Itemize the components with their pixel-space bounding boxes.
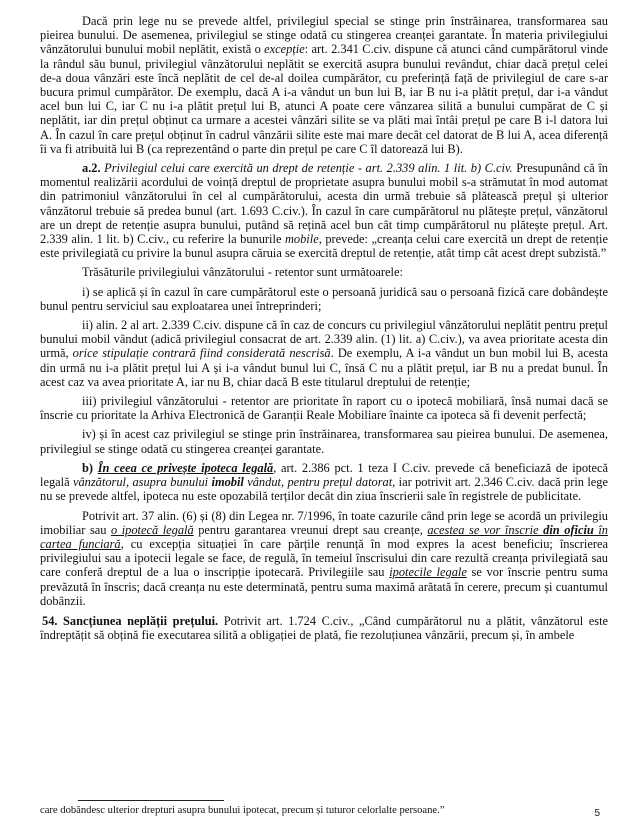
text-run: vândut, pentru prețul datorat,	[243, 475, 396, 490]
text-run: orice stipulație contrară fiind considerată nescrisă	[72, 346, 331, 361]
text-run: Trăsăturile privilegiului vânzătorului - retentor sunt următoarele:	[82, 265, 403, 280]
text-run: Presupunând că în momentul realizării acordului de voință dreptul de proprietate asupra bunului mobil s-a strămutat în mod automat din patrimoniul vânzătorului în cel al cumpărătorului, acesta din urmă trebuie să plătească prețul și ulterior vânzătorul trebuie să predea bunul (art. 1.693 C.civ.). În cazul în care cumpărătorul nu plătește prețul, vânzătorul are un drept de retenție asupra bunului, putând să rețină acel bun cât timp cumpărătorul nu plătește prețul. Art. 2.339 alin. 1 lit. b) C.civ., cu referire la bunurile	[40, 161, 609, 247]
paragraph-trasatura-iii	[40, 394, 608, 422]
footnote-text: care dobândesc ulterior drepturi asupra bunului ipotecat, precum și tuturor celorlalte persoane.”	[40, 805, 445, 816]
text-run: 54. Sancțiunea neplății prețului.	[42, 613, 219, 628]
text-run: vânzătorul, asupra bunului	[72, 475, 212, 490]
paragraph-54-sanctiunea	[40, 614, 608, 642]
text-run: Potrivit art. 37 alin. (6) și (8) din Legea nr. 7/1996, în toate cazurile când prin lege se acordă un privilegiu imobiliar sau	[40, 508, 608, 537]
text-run: : art. 2.341 C.civ. dispune că atunci când cumpărătorul vinde la rândul său bunul, privilegiul vânzătorului neplătit se exercită asupra bunului revândut, chiar dacă prețul celei de-a doua vânzări este încă neplătit de cel de-al doilea cumpărător, cu preferință față de privilegiul de care s-ar bucura primul cumpărător. De exemplu, dacă A i-a vândut un bun lui B, iar B nu i-a plătit prețul, dar i-a vândut acel bun lui C, iar C nu i-a plătit prețul lui B, atunci A poate cere vânzarea silită a bunului cumpărat de C și neplătit, iar din prețul obținut ca urmare a acestei vânzări silite se va plăti mai întâi prețul pe care B i-l datora lui A. În cazul în care prețul obținut în cadrul vânzării silite este mai mare decât cel datorat de B lui A, acea diferență îi va fi atribuită lui B (ca reprezentând o parte din prețul pe care C îl datorează lui B).	[40, 42, 608, 156]
document-body	[40, 14, 608, 642]
paragraph-trasatura-i	[40, 285, 608, 313]
text-run: pentru garantarea vreunui drept sau creanțe,	[193, 522, 428, 537]
text-run: , prevede: „creanța celui care exercită un drept de retenție este privilegiată cu privire la bunul asupra căruia se exercită dreptul de retenție, atât timp cât acest drept subzistă.”	[40, 232, 608, 261]
text-run: ipotecile legale	[389, 565, 467, 580]
text-run: b)	[82, 460, 98, 475]
text-run: iii) privilegiul vânzătorului - retentor are prioritate în raport cu o ipotecă mobiliară, însă numai dacă se înscrie cu prioritate la Arhiva Electronică de Garanții Reale Mobiliare înainte ca ipoteca să fi devenit perfectă;	[40, 394, 608, 423]
page-number: 5	[594, 808, 600, 819]
text-run: mobile	[284, 232, 319, 247]
text-run: , art. 2.386 pct. 1 teza I C.civ. prevede că beneficiază de ipotecă legală	[40, 460, 608, 490]
text-run: i) se aplică și în cazul în care cumpărătorul este o persoană juridică sau o persoană fizică care dobândește bunul pentru serviciul sau exploatarea unei întreprinderi;	[40, 284, 608, 313]
text-run: o ipotecă legală	[111, 522, 194, 537]
text-run: a.2.	[82, 161, 105, 176]
text-run: În ceea ce privește ipoteca legală	[97, 460, 274, 475]
text-run: Dacă prin lege nu se prevede altfel, privilegiul special se stinge prin înstrăinarea, transformarea sau pieirea bunului. De asemenea, privilegiul se stinge odată cu stingerea creanței garantate. În materia privilegiului vânzătorului bunului mobil neplătit, există o	[40, 14, 608, 57]
paragraph-trasatura-iv	[40, 427, 608, 455]
text-run: în cartea funciară	[40, 522, 608, 551]
text-run: din oficiu	[543, 522, 594, 537]
text-run: Privilegiul celui care exercită un drept de retenție - art. 2.339 alin. 1 lit. b) C.civ.	[104, 161, 513, 176]
text-run: iar potrivit art. 2.346 C.civ. dacă prin lege nu se prevede altfel, ipoteca nu este opozabilă terților decât din ziua înscrierii sale în registrele de publicitate.	[40, 475, 608, 504]
text-run: se vor înscrie pentru suma prevăzută în înscris; dacă creanța nu este determinată, pentru suma maximă arătată în cerere, precum și cuantumul dobânzii.	[40, 565, 608, 608]
paragraph-trasatura-ii	[40, 318, 608, 389]
text-run: ii) alin. 2 al art. 2.339 C.civ. dispune că în caz de concurs cu privilegiul vânzătorului neplătit pentru prețul bunului mobil vândut (adică privilegiul consacrat de art. 2.339 alin. (1) lit. a) C.civ.), va avea prioritate acesta din urmă,	[40, 318, 608, 361]
text-run: iv) și în acest caz privilegiul se stinge prin înstrăinarea, transformarea sau pieirea bunului. De asemenea, privilegiul se stinge odată cu stingerea creanței garantate.	[40, 427, 608, 456]
paragraph-a2-drept-retentie	[40, 161, 608, 260]
paragraph-legea-7-1996	[40, 509, 608, 608]
paragraph-b-ipoteca-legala	[40, 461, 608, 504]
text-run: Potrivit art. 1.724 C.civ., „Când cumpărătorul nu a plătit, vânzătorul este îndreptățit să obțină fie executarea silită a obligației de plată, fie rezoluțiunea vânzării, precum și, în ambele	[40, 613, 609, 643]
text-run: . De exemplu, A i-a vândut un bun mobil lui B, acesta din urmă nu i-a plătit prețul lui A și i-a vândut bunul lui C, însă C nu a plătit prețul, iar B nu a predat bunul. În acest caz va avea prioritate A, iar nu B, chiar dacă B este titularul dreptului de retenție;	[40, 346, 608, 389]
text-run: acestea se vor înscrie	[427, 522, 544, 537]
footnote-divider	[78, 800, 224, 801]
paragraph-stingere-privilegiu	[40, 14, 608, 156]
text-run: , cu excepția situației în care părțile renunță în mod expres la acest beneficiu; înscrierea privilegiului sau a ipotecii legale se face, de regulă, în temeiul înscrisului din care rezultă creanța privilegiată sau care conferă dreptul de a lua o inscripție ipotecară. Privilegiile sau	[40, 536, 608, 580]
text-run: excepție	[264, 42, 305, 57]
paragraph-trasaturi-intro	[40, 265, 608, 279]
text-run: imobil	[211, 475, 244, 490]
